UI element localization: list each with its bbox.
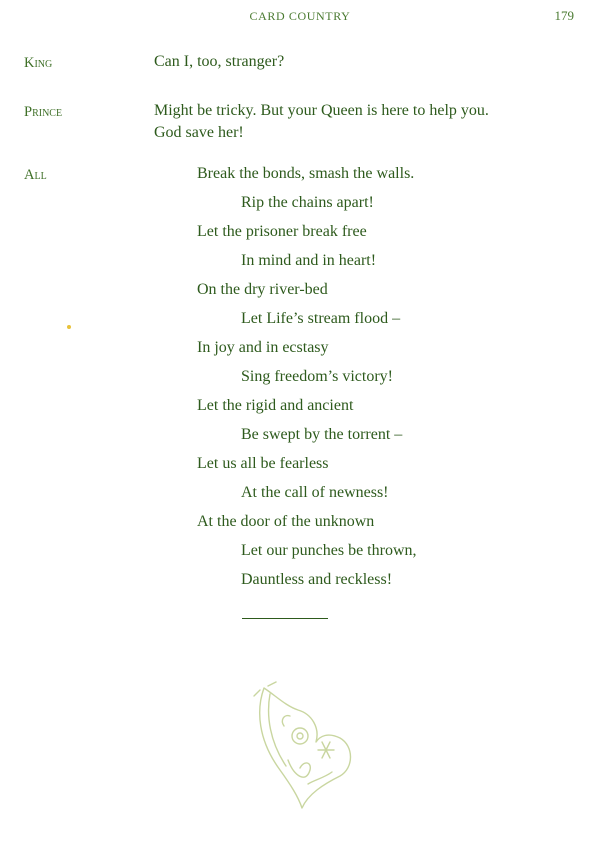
song-line: At the door of the unknown xyxy=(197,513,375,530)
song-line: In joy and in ecstasy xyxy=(197,339,329,356)
song-line: Be swept by the torrent – xyxy=(241,426,403,443)
paper-speck xyxy=(67,325,71,329)
speaker-king: King xyxy=(24,55,53,71)
page-number: 179 xyxy=(554,8,574,23)
song-line: Break the bonds, smash the walls. xyxy=(197,165,415,182)
running-header: CARD COUNTRY xyxy=(249,9,351,23)
song-line: Let us all be fearless xyxy=(197,455,329,472)
song-line: On the dry river-bed xyxy=(197,281,328,298)
song-line: In mind and in heart! xyxy=(241,252,377,269)
king-line: Can I, too, stranger? xyxy=(154,53,285,70)
prince-line-1: Might be tricky. But your Queen is here to help you. xyxy=(154,102,489,119)
card-heart-emblem-icon xyxy=(250,680,360,820)
song-line: Let the prisoner break free xyxy=(197,223,367,240)
song-line: Let the rigid and ancient xyxy=(197,397,354,414)
speaker-prince: Prince xyxy=(24,104,63,120)
song-line: Let Life’s stream flood – xyxy=(241,310,401,327)
speaker-all: All xyxy=(24,167,47,183)
song-line: At the call of newness! xyxy=(241,484,389,501)
song-line: Sing freedom’s victory! xyxy=(241,368,393,385)
song-line: Let our punches be thrown, xyxy=(241,542,417,559)
song-line: Dauntless and reckless! xyxy=(241,571,393,588)
section-divider xyxy=(242,618,328,619)
prince-line-2: God save her! xyxy=(154,124,244,141)
song-line: Rip the chains apart! xyxy=(241,194,374,211)
